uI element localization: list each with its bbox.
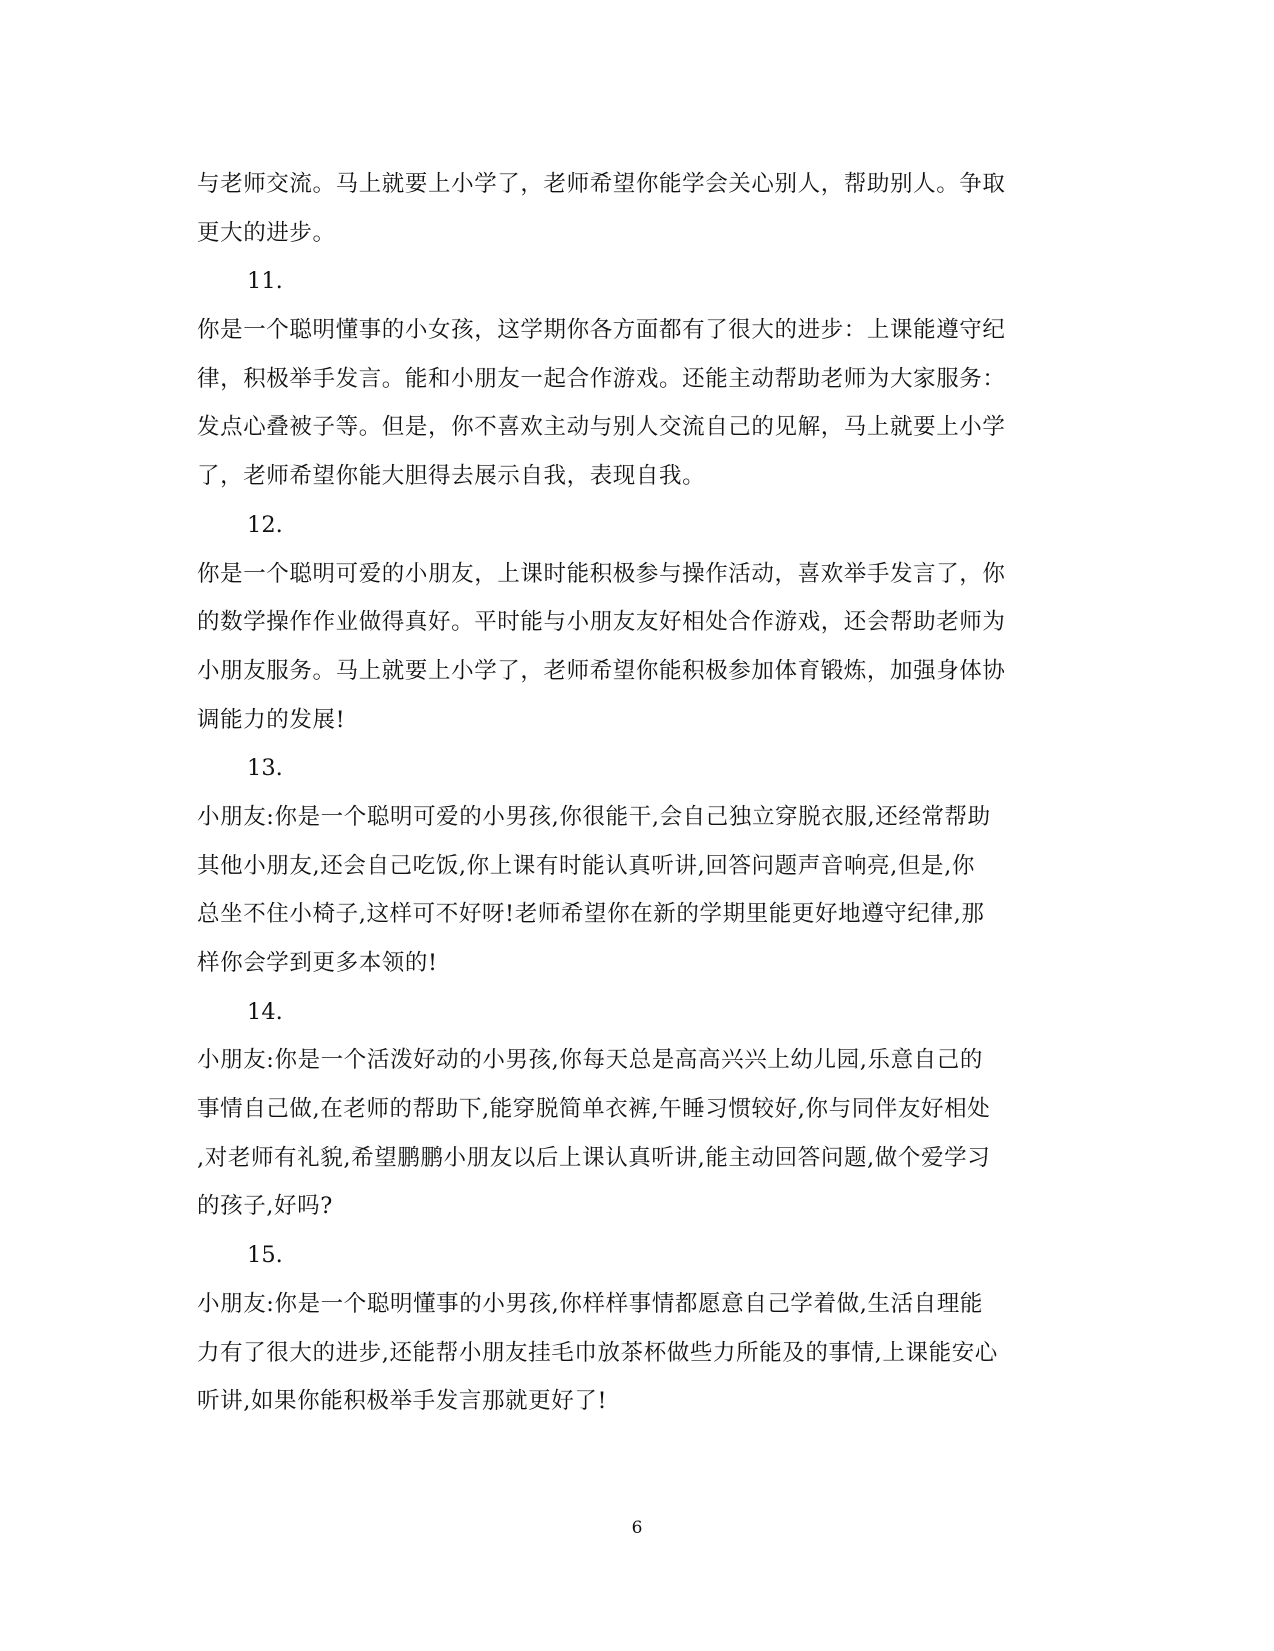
text-line: 小朋友服务。马上就要上小学了，老师希望你能积极参加体育锻炼，加强身体协: [197, 657, 1006, 684]
text-line: 小朋友:你是一个聪明懂事的小男孩,你样样事情都愿意自己学着做,生活自理能: [197, 1290, 983, 1317]
item-number: 12.: [247, 511, 283, 538]
text-line: 了，老师希望你能大胆得去展示自我，表现自我。: [197, 463, 706, 490]
text-line: 事情自己做,在老师的帮助下,能穿脱简单衣裤,午睡习惯较好,你与同伴友好相处: [197, 1096, 991, 1123]
text-line: 小朋友:你是一个聪明可爱的小男孩,你很能干,会自己独立穿脱衣服,还经常帮助: [197, 803, 991, 830]
text-line: 的数学操作作业做得真好。平时能与小朋友友好相处合作游戏，还会帮助老师为: [197, 609, 1006, 636]
text-line: 的孩子,好吗?: [197, 1193, 333, 1220]
text-line: 你是一个聪明可爱的小朋友，上课时能积极参与操作活动，喜欢举手发言了，你: [197, 560, 1006, 587]
text-line: 更大的进步。: [197, 219, 336, 246]
text-line: 样你会学到更多本领的!: [197, 950, 438, 976]
item-number: 13.: [247, 755, 283, 782]
text-line: 调能力的发展!: [197, 706, 346, 733]
text-line: 其他小朋友,还会自己吃饭,你上课有时能认真听讲,回答问题声音响亮,但是,你: [197, 852, 975, 879]
page-number: 6: [631, 1518, 643, 1538]
item-number: 11.: [247, 268, 283, 295]
item-number: 15.: [247, 1242, 283, 1269]
text-line: 你是一个聪明懂事的小女孩，这学期你各方面都有了很大的进步：上课能遵守纪: [197, 317, 1006, 344]
text-line: 发点心叠被子等。但是，你不喜欢主动与别人交流自己的见解，马上就要上小学: [197, 414, 1006, 441]
text-line: 律，积极举手发言。能和小朋友一起合作游戏。还能主动帮助老师为大家服务：: [197, 365, 1006, 392]
document-body: [197, 160, 1077, 1426]
item-number: 14.: [247, 998, 283, 1025]
text-line: 力有了很大的进步,还能帮小朋友挂毛巾放茶杯做些力所能及的事情,上课能安心: [197, 1339, 998, 1366]
text-line: 听讲,如果你能积极举手发言那就更好了!: [197, 1388, 608, 1415]
text-line: ,对老师有礼貌,希望鹏鹏小朋友以后上课认真听讲,能主动回答问题,做个爱学习: [197, 1144, 991, 1171]
text-line: 总坐不住小椅子,这样可不好呀!老师希望你在新的学期里能更好地遵守纪律,那: [197, 901, 985, 928]
text-line: 与老师交流。马上就要上小学了，老师希望你能学会关心别人，帮助别人。争取: [197, 171, 1006, 197]
text-line: 小朋友:你是一个活泼好动的小男孩,你每天总是高高兴兴上幼儿园,乐意自己的: [197, 1047, 983, 1074]
